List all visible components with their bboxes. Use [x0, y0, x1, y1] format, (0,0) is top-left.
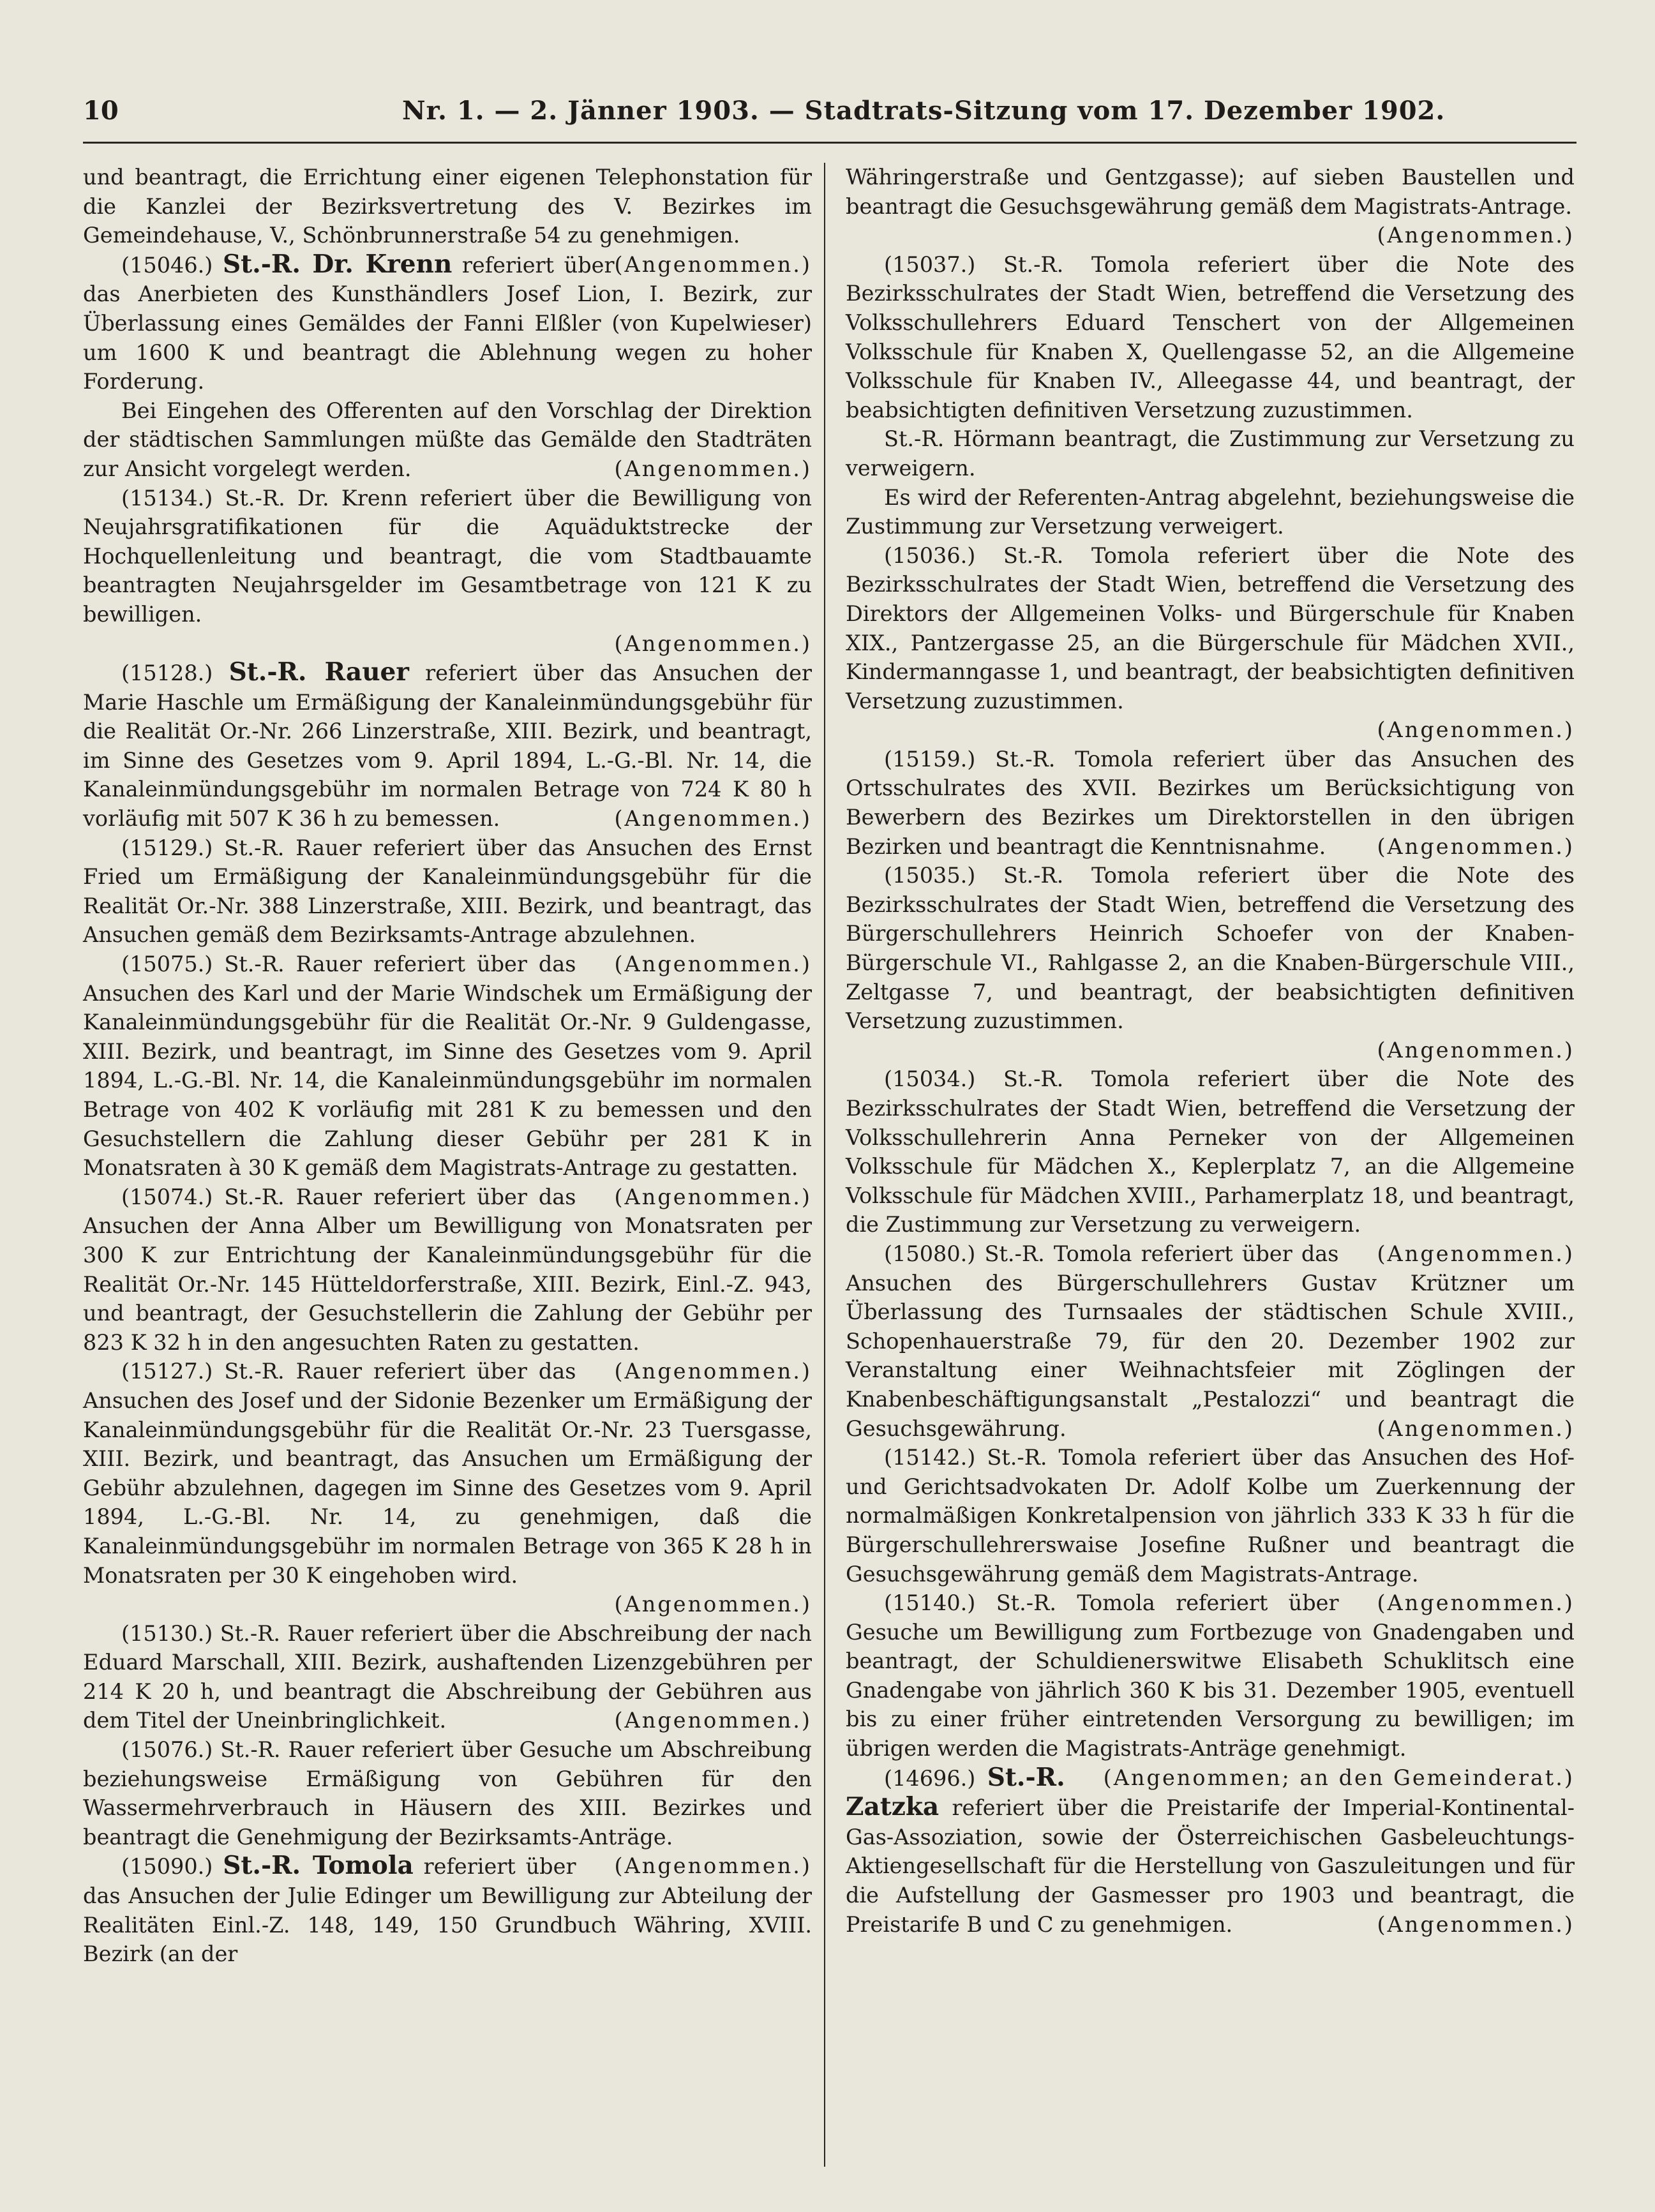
paragraph: (15127.) St.-R. Rauer referiert über das Ansuchen des Josef und der Sidonie Bezenker um Ermäßigung der Kanaleinmündungsgebühr für die Realität Or.-Nr. 23 Tuersgasse, XIII. Bezirk, und beantragt, das Ansuchen um Ermäßigung der Gebühr abzulehnen, dagegen im Sinne des Gesetzes vom 9. April 1894, L.-G.-Bl. Nr. 14, zu genehmigen, daß die Kanaleinmündungsgebühr im normalen Betrage von 365 K 28 h in Monatsraten per 30 K eingehoben wird. [83, 1359, 812, 1588]
paragraph: (15080.) St.-R. Tomola referiert über das Ansuchen des Bürgerschullehrers Gustav Krützner um Überlassung des Turnsaales der städtischen Schule XVIII., Schopenhauerstraße 79, für den 20. Dezember 1902 zur Veranstaltung einer Weihnachtsfeier mit Zöglingen der Knabenbeschäftigungsanstalt „Pestalozzi“ und beantragt die Gesuchsgewährung. (Angenommen.) [846, 1239, 1575, 1443]
paragraph: (15142.) St.-R. Tomola referiert über das Ansuchen des Hof- und Gerichtsadvokaten Dr. Adolf Kolbe um Zuerkennung der normalmäßigen Konkretalpension von jährlich 333 K 33 h für die Bürgerschullehrerswaise Josefine Rußner und beantragt die Gesuchsgewährung gemäß dem Magistrats-Antrage. (Angenommen.) [846, 1443, 1575, 1588]
paragraph: (15035.) St.-R. Tomola referiert über die Note des Bezirksschulrates der Stadt Wien, betreffend die Versetzung des Bürgerschullehrers Heinrich Schoefer von der Knaben-Bürgerschule VI., Rahlgasse 2, an die Knaben-Bürgerschule VIII., Zeltgasse 7, und beantragt, der beabsichtigten definitiven Versetzung zuzustimmen. [846, 863, 1575, 1034]
vote-result: (Angenommen.) [1377, 1241, 1575, 1266]
vote-result: (Angenommen.) [614, 806, 812, 832]
paragraph: Bei Eingehen des Offerenten auf den Vorschlag der Direktion der städtischen Sammlungen müßte das Gemälde den Stadträten zur Ansicht vorgelegt werden. (Angenommen.) [83, 396, 812, 484]
paragraph: St.-R. Hörmann beantragt, die Zustimmung zur Versetzung zu verweigern. [846, 426, 1575, 481]
page-header [83, 96, 1576, 134]
header-rule [83, 142, 1576, 144]
paragraph: (15090.) St.-R. Tomola referiert über das Ansuchen der Julie Edinger um Bewilligung zur Abteilung der Realitäten Einl.-Z. 148, 149, 150 Grundbuch Währing, XVIII. Bezirk (an der [83, 1851, 812, 1967]
vote-result: (Angenommen.) [614, 456, 812, 481]
vote-result: (Angenommen.) [614, 1359, 812, 1384]
speaker-name: St.-R. Rauer [228, 657, 409, 687]
vote-result: (Angenommen.) [1377, 223, 1575, 248]
paragraph: (15036.) St.-R. Tomola referiert über die Note des Bezirksschulrates der Stadt Wien, betreffend die Versetzung des Direktors der Allgemeinen Volks- und Bürgerschule für Knaben XIX., Pantzergasse 25, an die Bürgerschule für Mädchen XVII., Kindermanngasse 1, und beantragt, der beabsichtigten definitiven Versetzung zuzustimmen. [846, 542, 1575, 714]
vote-result: (Angenommen.) [614, 631, 812, 656]
page-title: Nr. 1. — 2. Jänner 1903. — Stadtrats-Sitzung vom 17. Dezember 1902. [402, 96, 1446, 126]
vote-result: (Angenommen.) [614, 1853, 812, 1879]
paragraph: (15159.) St.-R. Tomola referiert über das Ansuchen des Ortsschulrates des XVII. Bezirkes um Berücksichtigung von Bewerbern des Bezirkes um Direktorstellen in den übrigen Bezirken und beantragt die Kenntnisnahme. (Angenommen.) [846, 745, 1575, 861]
paragraph: (15034.) St.-R. Tomola referiert über die Note des Bezirksschulrates der Stadt Wien, betreffend die Versetzung der Volksschullehrerin Anna Perneker von der Allgemeinen Volksschule für Mädchen X., Keplerplatz 7, an die Allgemeine Volksschule für Mädchen XVIII., Parhamerplatz 18, und beantragt, die Zustimmung zur Versetzung zu verweigern. (Angenommen.) [846, 1065, 1575, 1239]
paragraph: und beantragt, die Errichtung einer eigenen Telephonstation für die Kanzlei der Bezirksvertretung des V. Bezirkes im Gemeindehause, V., Schönbrunnerstraße 54 zu genehmigen. (Angenommen.) [83, 163, 812, 250]
vote-result: (Angenommen.) [614, 1592, 812, 1617]
vote-result: (Angenommen.) [614, 952, 812, 977]
paragraph: (15140.) St.-R. Tomola referiert über Gesuche um Bewilligung zum Fortbezuge von Gnadengaben und beantragt, der Schuldienerswitwe Elisabeth Schuklitsch eine Gnadengabe von jährlich 360 K bis 31. Dezember 1905, eventuell bis zu einer früher eintretenden Versorgung zu bewilligen; im übrigen werden die Magistrats-Anträge genehmigt. (Angenommen; an den Gemeinderat.) [846, 1588, 1575, 1763]
paragraph: (15037.) St.-R. Tomola referiert über die Note des Bezirksschulrates der Stadt Wien, betreffend die Versetzung des Volksschullehrers Eduard Tenschert von der Allgemeinen Volksschule für Knaben X, Quellengasse 52, an die Allgemeine Volksschule für Knaben IV., Alleegasse 44, und beantragt, der beabsichtigten definitiven Versetzung zuzustimmen. [846, 251, 1575, 422]
speaker-name: St.-R. Dr. Krenn [222, 249, 453, 279]
paragraph: Währingerstraße und Gentzgasse); auf sieben Baustellen und beantragt die Gesuchsgewährung gemäß dem Magistrats-Antrage. [846, 165, 1575, 219]
speaker-name: St.-R. Zatzka [846, 1762, 1065, 1822]
vote-result: (Angenommen.) [1377, 1037, 1575, 1063]
column-divider [824, 163, 825, 2167]
speaker-name: St.-R. Tomola [223, 1851, 414, 1881]
paragraph: (15046.) St.-R. Dr. Krenn referiert über das Anerbieten des Kunsthändlers Josef Lion, I. Bezirk, zur Überlassung eines Gemäldes der Fanni Elßler (von Kupelwieser) um 1600 K und beantragt die Ablehnung wegen zu hoher Forderung. [83, 249, 812, 394]
vote-result: (Angenommen.) [1377, 833, 1575, 859]
vote-result: (Angenommen.) [1377, 717, 1575, 743]
vote-result: (Angenommen; an den Gemeinderat.) [1103, 1765, 1575, 1790]
vote-result: (Angenommen.) [614, 1184, 812, 1209]
paragraph: Es wird der Referenten-Antrag abgelehnt, beziehungsweise die Zustimmung zur Versetzung verweigert. [846, 484, 1575, 539]
vote-result: (Angenommen.) [1377, 1416, 1575, 1441]
paragraph: (15075.) St.-R. Rauer referiert über das Ansuchen des Karl und der Marie Windschek um Ermäßigung der Kanaleinmündungsgebühr für die Realität Or.-Nr. 9 Guldengasse, XIII. Bezirk, und beantragt, im Sinne des Gesetzes vom 9. April 1894, L.-G.-Bl. Nr. 14, die Kanaleinmündungsgebühr im normalen Betrage von 402 K vorläufig mit 281 K zu bemessen und den Gesuchstellern die Zahlung dieser Gebühr per 281 K in Monatsraten à 30 K gemäß dem Magistrats-Antrage zu gestatten. (Angenommen.) [83, 950, 812, 1183]
paragraph: (15129.) St.-R. Rauer referiert über das Ansuchen des Ernst Fried um Ermäßigung der Kanaleinmündungsgebühr für die Realität Or.-Nr. 388 Linzerstraße, XIII. Bezirk, und beantragt, das Ansuchen gemäß dem Bezirksamts-Antrage abzulehnen. (Angenommen.) [83, 833, 812, 950]
page-number: 10 [83, 96, 119, 126]
paragraph: (15076.) St.-R. Rauer referiert über Gesuche um Abschreibung beziehungsweise Ermäßigung von Gebühren für den Wassermehrverbrauch in Häusern des XIII. Bezirkes und beantragt die Genehmigung der Bezirksamts-Anträge. (Angenommen.) [83, 1735, 812, 1851]
paragraph: (14696.) St.-R. Zatzka referiert über die Preistarife der Imperial-Kontinental-Gas-Assoziation, sowie der Österreichischen Gasbeleuchtungs-Aktiengesellschaft für die Herstellung von Gaszuleitungen und für die Aufstellung der Gasmesser pro 1903 und beantragt, die Preistarife B und C zu genehmigen. (Angenommen.) [846, 1763, 1575, 1939]
right-column [846, 163, 1575, 1939]
vote-result: (Angenommen.) [614, 1708, 812, 1733]
paragraph: (15130.) St.-R. Rauer referiert über die Abschreibung der nach Eduard Marschall, XIII. Bezirk, aushaftenden Lizenzgebühren per 214 K 20 h, und beantragt die Abschreibung der Gebühren aus dem Titel der Uneinbringlichkeit. (Angenommen.) [83, 1619, 812, 1735]
vote-result: (Angenommen.) [614, 251, 812, 277]
vote-result: (Angenommen.) [1377, 1911, 1575, 1937]
paragraph: (15134.) St.-R. Dr. Krenn referiert über die Bewilligung von Neujahrsgratifikationen für die Aquäduktstrecke der Hochquellenleitung und beantragt, die vom Stadtbauamte beantragten Neujahrsgelder im Gesamtbetrage von 121 K zu bewilligen. [83, 485, 812, 627]
left-column [83, 163, 812, 1969]
vote-result: (Angenommen.) [1377, 1590, 1575, 1616]
paragraph: (15128.) St.-R. Rauer referiert über das Ansuchen der Marie Haschle um Ermäßigung der Kanaleinmündungsgebühr für die Realität Or.-Nr. 266 Linzerstraße, XIII. Bezirk, und beantragt, im Sinne des Gesetzes vom 9. April 1894, L.-G.-Bl. Nr. 14, die Kanaleinmündungsgebühr im normalen Betrage von 724 K 80 h vorläufig mit 507 K 36 h zu bemessen. (Angenommen.) [83, 658, 812, 833]
paragraph: (15074.) St.-R. Rauer referiert über das Ansuchen der Anna Alber um Bewilligung von Monatsraten per 300 K zur Entrichtung der Kanaleinmündungsgebühr für die Realität Or.-Nr. 145 Hütteldorferstraße, XIII. Bezirk, Einl.-Z. 943, und beantragt, der Gesuchstellerin die Zahlung der Gebühr per 823 K 32 h in den angesuchten Raten zu gestatten. (Angenommen.) [83, 1183, 812, 1357]
